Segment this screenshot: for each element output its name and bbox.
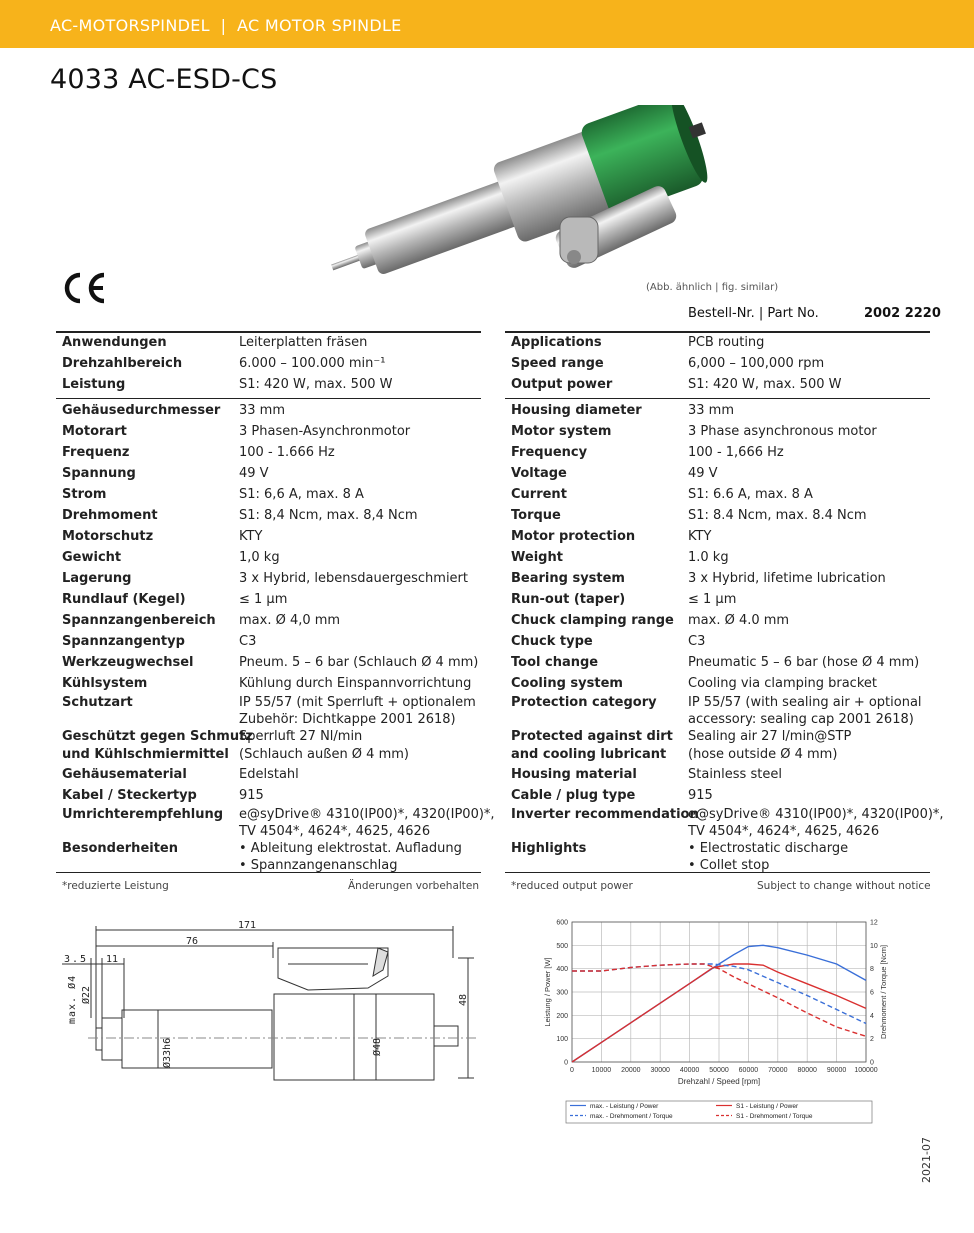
y-tick-label: 200: [556, 1012, 568, 1020]
spec-value: Leiterplatten fräsen: [239, 335, 368, 350]
spec-value: max. Ø 4,0 mm: [239, 613, 341, 628]
x-tick-label: 30000: [650, 1067, 670, 1074]
spec-value: 100 - 1,666 Hz: [688, 445, 784, 460]
spec-key: Protected against dirt: [511, 729, 673, 744]
spec-value: • Spannzangenanschlag: [239, 858, 398, 873]
y-tick-label: 100: [556, 1036, 568, 1044]
x-tick-label: 50000: [709, 1067, 729, 1074]
spec-value: 915: [688, 788, 713, 803]
y2-tick-label: 0: [870, 1059, 874, 1067]
spec-value: e@syDrive® 4310(IP00)*, 4320(IP00)*,: [688, 807, 944, 822]
spec-value: Zubehör: Dichtkappe 2001 2618): [239, 712, 456, 727]
spec-key: Gehäusematerial: [62, 767, 187, 782]
spec-value: IP 55/57 (with sealing air + optional: [688, 695, 922, 710]
table-rule: [505, 398, 930, 399]
spec-key: Output power: [511, 377, 613, 392]
x-axis-label: Drehzahl / Speed [rpm]: [677, 1077, 761, 1086]
x-tick-label: 90000: [826, 1067, 847, 1074]
spec-value: 6,000 – 100,000 rpm: [688, 356, 825, 371]
spec-value: 3 x Hybrid, lifetime lubrication: [688, 571, 886, 586]
spec-value: Stainless steel: [688, 767, 782, 782]
performance-chart: [540, 915, 920, 1125]
ce-mark-icon: [60, 270, 110, 306]
spec-value: 1,0 kg: [239, 550, 280, 565]
x-tick-label: 80000: [797, 1067, 817, 1074]
x-tick-label: 20000: [621, 1067, 641, 1074]
spec-value: S1: 6,6 A, max. 8 A: [239, 487, 364, 502]
spec-key: Frequency: [511, 445, 588, 460]
part-number-label: Bestell-Nr. | Part No.: [688, 306, 819, 321]
x-tick-label: 60000: [738, 1067, 759, 1074]
spec-key: Voltage: [511, 466, 567, 481]
dim-11: 11: [106, 954, 119, 965]
spec-key: Applications: [511, 335, 602, 350]
spindle-product-image: [298, 105, 718, 285]
note-subject-to-change: Subject to change without notice: [757, 880, 931, 892]
legend-entry: max. - Leistung / Power: [590, 1103, 659, 1110]
dim-22: Ø22: [81, 985, 92, 1004]
spec-value: 1.0 kg: [688, 550, 729, 565]
spec-value: KTY: [688, 529, 712, 544]
part-number-value: 2002 2220: [864, 306, 941, 321]
spec-key: Run-out (taper): [511, 592, 626, 607]
spec-key: Current: [511, 487, 567, 502]
spec-key: Spannzangentyp: [62, 634, 185, 649]
spec-value: 33 mm: [239, 403, 286, 418]
spec-key: Drehzahlbereich: [62, 356, 183, 371]
spec-key: Inverter recommendation: [511, 807, 699, 822]
y-axis-label: Leistung / Power [W]: [543, 957, 552, 1027]
spec-value: Edelstahl: [239, 767, 299, 782]
table-rule: [505, 331, 930, 333]
spec-key: Housing material: [511, 767, 637, 782]
image-caption: (Abb. ähnlich | fig. similar): [646, 282, 779, 293]
spec-key: Drehmoment: [62, 508, 158, 523]
y-tick-label: 600: [556, 919, 568, 927]
spec-key: Housing diameter: [511, 403, 642, 418]
spec-key: Speed range: [511, 356, 604, 371]
spec-key: Gehäusedurchmesser: [62, 403, 221, 418]
spec-key: Strom: [62, 487, 107, 502]
y2-tick-label: 12: [870, 919, 878, 927]
note-reduced-output: *reduzierte Leistung: [62, 880, 169, 892]
spec-value: C3: [239, 634, 257, 649]
spec-value: TV 4504*, 4624*, 4625, 4626: [688, 824, 880, 839]
header-bar: [0, 0, 974, 48]
spec-key: Cable / plug type: [511, 788, 636, 803]
spec-value: 100 - 1.666 Hz: [239, 445, 335, 460]
spec-value: • Ableitung elektrostat. Aufladung: [239, 841, 462, 856]
spec-key: Spannung: [62, 466, 136, 481]
dim-3-5: 3.5: [64, 954, 89, 965]
spec-key: Tool change: [511, 655, 599, 670]
spec-key: Rundlauf (Kegel): [62, 592, 186, 607]
legend-entry: S1 - Leistung / Power: [736, 1103, 799, 1110]
page-title: 4033 AC-ESD-CS: [50, 64, 278, 95]
spec-value: ≤ 1 µm: [688, 592, 737, 607]
spec-value: (Schlauch außen Ø 4 mm): [239, 747, 409, 762]
spec-key: Weight: [511, 550, 563, 565]
spec-key: Chuck clamping range: [511, 613, 674, 628]
spec-value: 33 mm: [688, 403, 735, 418]
spec-key: and cooling lubricant: [511, 747, 667, 762]
spec-key: Schutzart: [62, 695, 133, 710]
header-bar-text: AC-MOTORSPINDEL | AC MOTOR SPINDLE: [50, 16, 402, 35]
spec-value: Pneumatic 5 – 6 bar (hose Ø 4 mm): [688, 655, 920, 670]
spec-value: S1: 420 W, max. 500 W: [239, 377, 393, 392]
table-rule: [56, 331, 481, 333]
spec-key: Lagerung: [62, 571, 132, 586]
dim-48-height: 48: [458, 993, 469, 1006]
spec-key: Gewicht: [62, 550, 122, 565]
spec-value: 6.000 – 100.000 min⁻¹: [239, 356, 386, 371]
x-tick-label: 100000: [854, 1067, 878, 1074]
spec-value: S1: 8.4 Ncm, max. 8.4 Ncm: [688, 508, 867, 523]
spec-value: S1: 420 W, max. 500 W: [688, 377, 842, 392]
spec-key: Geschützt gegen Schmutz: [62, 729, 253, 744]
spec-key: Chuck type: [511, 634, 593, 649]
spec-key: Anwendungen: [62, 335, 167, 350]
spec-value: ≤ 1 µm: [239, 592, 288, 607]
dim-max-4: max. Ø4: [67, 974, 78, 1024]
spec-value: S1: 8,4 Ncm, max. 8,4 Ncm: [239, 508, 418, 523]
spec-key: Kühlsystem: [62, 676, 148, 691]
spec-value: e@syDrive® 4310(IP00)*, 4320(IP00)*,: [239, 807, 495, 822]
spec-key: Motorschutz: [62, 529, 154, 544]
technical-drawing: [58, 918, 478, 1098]
spec-key: Motorart: [62, 424, 127, 439]
legend-entry: S1 - Drehmoment / Torque: [736, 1113, 813, 1120]
spec-value: KTY: [239, 529, 263, 544]
spec-key: Werkzeugwechsel: [62, 655, 194, 670]
spec-value: Pneum. 5 – 6 bar (Schlauch Ø 4 mm): [239, 655, 479, 670]
spec-key: Cooling system: [511, 676, 623, 691]
table-rule: [56, 398, 481, 399]
y2-tick-label: 4: [870, 1012, 874, 1020]
note-changes-reserved: Änderungen vorbehalten: [348, 880, 480, 892]
spec-value: 3 Phasen-Asynchronmotor: [239, 424, 411, 439]
spec-key: Spannzangenbereich: [62, 613, 216, 628]
spec-key: Motor system: [511, 424, 612, 439]
spec-key: Umrichterempfehlung: [62, 807, 224, 822]
spec-key: Frequenz: [62, 445, 130, 460]
spec-key: Highlights: [511, 841, 587, 856]
spec-key: Besonderheiten: [62, 841, 178, 856]
x-tick-label: 70000: [768, 1067, 788, 1074]
spec-key: Kabel / Steckertyp: [62, 788, 197, 803]
spec-key: Bearing system: [511, 571, 625, 586]
legend-entry: max. - Drehmoment / Torque: [590, 1113, 673, 1120]
dim-48-dia: Ø48: [372, 1037, 383, 1056]
spec-value: • Collet stop: [688, 858, 770, 873]
spec-value: accessory: sealing cap 2001 2618): [688, 712, 914, 727]
note-reduced-output-en: *reduced output power: [511, 880, 633, 892]
spec-value: Sealing air 27 l/min@STP: [688, 729, 852, 744]
spec-value: 49 V: [239, 466, 269, 481]
spec-value: 3 Phase asynchronous motor: [688, 424, 877, 439]
spec-key: und Kühlschmiermittel: [62, 747, 229, 762]
y-tick-label: 0: [564, 1059, 568, 1067]
spec-value: Cooling via clamping bracket: [688, 676, 877, 691]
spec-value: Kühlung durch Einspannvorrichtung: [239, 676, 472, 691]
y2-tick-label: 10: [870, 942, 878, 950]
spec-value: Sperrluft 27 Nl/min: [239, 729, 363, 744]
spec-value: (hose outside Ø 4 mm): [688, 747, 838, 762]
spec-value: max. Ø 4.0 mm: [688, 613, 790, 628]
y-tick-label: 500: [556, 942, 568, 950]
x-tick-label: 10000: [591, 1067, 612, 1074]
y-tick-label: 400: [556, 966, 568, 974]
x-tick-label: 0: [570, 1067, 574, 1074]
spec-value: TV 4504*, 4624*, 4625, 4626: [239, 824, 431, 839]
spec-key: Leistung: [62, 377, 126, 392]
spec-value: S1: 6.6 A, max. 8 A: [688, 487, 813, 502]
document-date: 2021-07: [920, 1137, 933, 1183]
spec-value: C3: [688, 634, 706, 649]
y-tick-label: 300: [556, 989, 568, 997]
dim-171: 171: [238, 920, 257, 931]
spec-value: IP 55/57 (mit Sperrluft + optionalem: [239, 695, 476, 710]
y2-tick-label: 6: [870, 989, 874, 997]
spec-value: 915: [239, 788, 264, 803]
spec-value: • Electrostatic discharge: [688, 841, 849, 856]
spec-value: 3 x Hybrid, lebensdauergeschmiert: [239, 571, 468, 586]
spec-key: Motor protection: [511, 529, 636, 544]
y2-tick-label: 2: [870, 1036, 874, 1044]
y2-axis-label: Drehmoment / Torque [Ncm]: [879, 944, 888, 1040]
y2-tick-label: 8: [870, 966, 874, 974]
dim-76: 76: [186, 936, 199, 947]
x-tick-label: 40000: [679, 1067, 700, 1074]
spec-key: Protection category: [511, 695, 657, 710]
dim-33h6: Ø33h6: [162, 1037, 173, 1068]
spec-value: PCB routing: [688, 335, 765, 350]
spec-value: 49 V: [688, 466, 718, 481]
spec-key: Torque: [511, 508, 561, 523]
